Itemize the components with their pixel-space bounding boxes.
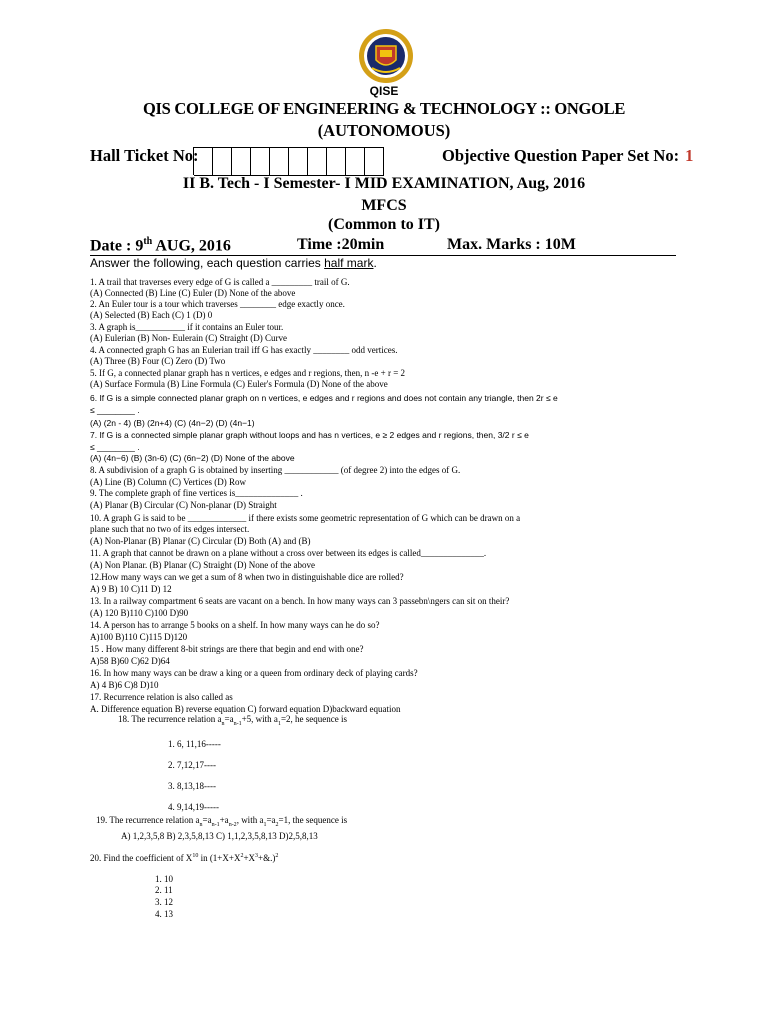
ticket-digit-box[interactable] bbox=[327, 147, 346, 176]
q20-option: 1. 10 bbox=[155, 874, 173, 884]
q20-option: 4. 13 bbox=[155, 909, 173, 919]
q18-option: 3. 8,13,18---- bbox=[168, 781, 216, 791]
set-number-line bbox=[442, 146, 693, 166]
q18-option: 2. 7,12,17---- bbox=[168, 760, 216, 770]
question-line: 1. A trail that traverses every edge of G is called a _________ trail of G. bbox=[90, 277, 350, 287]
question-19: 19. The recurrence relation $a_n=a_{n-1}+a_{n-2}$, with $a_1=a_2=1$, the sequence is bbox=[96, 815, 348, 828]
ticket-digit-box[interactable] bbox=[232, 147, 251, 176]
question-line: 15 . How many different 8-bit strings are there that begin and end with one? bbox=[90, 644, 364, 654]
exam-date: Date : 9th AUG, 2016 bbox=[90, 236, 231, 255]
question-line: (A) (2n - 4) (B) (2n+4) (C) (4n−2) (D) (4n−1) bbox=[90, 418, 255, 428]
q18-option: 1. 6, 11,16----- bbox=[168, 739, 221, 749]
ticket-digit-box[interactable] bbox=[289, 147, 308, 176]
question-line: 13. In a railway compartment 6 seats are vacant on a bench. In how many ways can 3 passebn\ngers can sit on their? bbox=[90, 596, 510, 606]
hall-ticket-boxes[interactable] bbox=[193, 147, 384, 175]
question-line: A. Difference equation B) reverse equation C) forward equation D)backward equation bbox=[90, 704, 401, 714]
question-line: ≤ ________ . bbox=[90, 405, 140, 415]
question-line: 3. A graph is___________ if it contains an Euler tour. bbox=[90, 322, 284, 332]
question-line: 9. The complete graph of fine vertices is______________ . bbox=[90, 488, 303, 498]
ticket-digit-box[interactable] bbox=[213, 147, 232, 176]
q18-option: 4. 9,14,19----- bbox=[168, 802, 219, 812]
max-marks: Max. Marks : 10M bbox=[447, 236, 576, 253]
question-line: 17. Recurrence relation is also called as bbox=[90, 692, 233, 702]
question-line: (A) Eulerian (B) Non- Eulerain (C) Straight (D) Curve bbox=[90, 333, 287, 343]
ticket-digit-box[interactable] bbox=[251, 147, 270, 176]
instruction: Answer the following, each question carries half mark. bbox=[90, 256, 377, 270]
ticket-digit-box[interactable] bbox=[194, 147, 213, 176]
set-label: Objective Question Paper Set No: bbox=[442, 146, 680, 165]
exam-time: Time :20min bbox=[297, 236, 385, 253]
question-line: (A) Selected (B) Each (C) 1 (D) 0 bbox=[90, 310, 213, 320]
question-20: 20. Find the coefficient of $X^{10}$ in $(1+X+X^2+X^3+\&.)^2$ bbox=[90, 853, 279, 863]
question-line: A)58 B)60 C)62 D)64 bbox=[90, 656, 170, 666]
question-line: ≤ ________ . bbox=[90, 442, 140, 452]
question-line: 11. A graph that cannot be drawn on a plane without a cross over between its edges is called______________. bbox=[90, 548, 487, 558]
set-number: 1 bbox=[685, 146, 694, 165]
college-acronym: QISE bbox=[369, 84, 399, 98]
question-line: 14. A person has to arrange 5 books on a shelf. In how many ways can he do so? bbox=[90, 620, 380, 630]
question-line: A) 9 B) 10 C)11 D) 12 bbox=[90, 584, 172, 594]
question-line: (A) Non Planar. (B) Planar (C) Straight (D) None of the above bbox=[90, 560, 315, 570]
question-line: (A) Connected (B) Line (C) Euler (D) None of the above bbox=[90, 288, 296, 298]
question-line: (A) Three (B) Four (C) Zero (D) Two bbox=[90, 356, 226, 366]
subject: MFCS bbox=[361, 197, 407, 214]
ticket-digit-box[interactable] bbox=[346, 147, 365, 176]
common-to: (Common to IT) bbox=[328, 216, 440, 233]
question-line: plane such that no two of its edges intersect. bbox=[90, 524, 250, 534]
ticket-digit-box[interactable] bbox=[308, 147, 327, 176]
question-line: 6. If G is a simple connected planar graph on n vertices, e edges and r regions and does not contain any triangle, then 2r ≤ e bbox=[90, 393, 558, 403]
question-line: 5. If G, a connected planar graph has n vertices, e edges and r regions, then, n -e + r = 2 bbox=[90, 368, 406, 378]
question-line: 2. An Euler tour is a tour which traverses ________ edge exactly once. bbox=[90, 299, 345, 309]
college-name: QIS COLLEGE OF ENGINEERING & TECHNOLOGY :: ONGOLE bbox=[142, 99, 626, 118]
hall-ticket-label: Hall Ticket No: bbox=[90, 146, 199, 165]
exam-title: II B. Tech - I Semester- I MID EXAMINATION, Aug, 2016 bbox=[182, 175, 586, 192]
question-line: 16. In how many ways can be draw a king or a queen from ordinary deck of playing cards? bbox=[90, 668, 418, 678]
question-line: A)100 B)110 C)115 D)120 bbox=[90, 632, 188, 642]
question-line: 4. A connected graph G has an Eulerian trail iff G has exactly ________ odd vertices. bbox=[90, 345, 398, 355]
question-line: (A) (4n−6) (B) (3n-6) (C) (6n−2) (D) None of the above bbox=[90, 453, 295, 463]
question-line: 7. If G is a connected simple planar graph without loops and has n vertices, e ≥ 2 edges and r regions, then, 3/2 r ≤ e bbox=[90, 430, 529, 440]
question-line: 12.How many ways can we get a sum of 8 when two in distinguishable dice are rolled? bbox=[90, 572, 404, 582]
q20-option: 2. 11 bbox=[155, 885, 173, 895]
question-line: (A) 120 B)110 C)100 D)90 bbox=[90, 608, 189, 618]
question-line: (A) Surface Formula (B) Line Formula (C) Euler's Formula (D) None of the above bbox=[90, 379, 388, 389]
question-line: 10. A graph G is said to be _____________ if there exists some geometric representation of G which can be drawn on a bbox=[90, 513, 521, 523]
question-line: A) 4 B)6 C)8 D)10 bbox=[90, 680, 159, 690]
q20-option: 3. 12 bbox=[155, 897, 173, 907]
ticket-digit-box[interactable] bbox=[270, 147, 289, 176]
question-line: 8. A subdivision of a graph G is obtained by inserting ____________ (of degree 2) into the edges of G. bbox=[90, 465, 461, 475]
q19-options: A) 1,2,3,5,8 B) 2,3,5,8,13 C) 1,1,2,3,5,8,13 D)2,5,8,13 bbox=[121, 831, 318, 841]
question-18: 18. The recurrence relation $a_n=a_{n-1}+5$, with $a_1=2$, he sequence is bbox=[118, 714, 347, 727]
question-line: (A) Line (B) Column (C) Vertices (D) Row bbox=[90, 477, 247, 487]
question-line: (A) Planar (B) Circular (C) Non-planar (D) Straight bbox=[90, 500, 277, 510]
autonomous-label: (AUTONOMOUS) bbox=[317, 121, 451, 140]
question-line: (A) Non-Planar (B) Planar (C) Circular (D) Both (A) and (B) bbox=[90, 536, 311, 546]
ticket-digit-box[interactable] bbox=[365, 147, 384, 176]
college-logo-emblem bbox=[358, 28, 414, 84]
